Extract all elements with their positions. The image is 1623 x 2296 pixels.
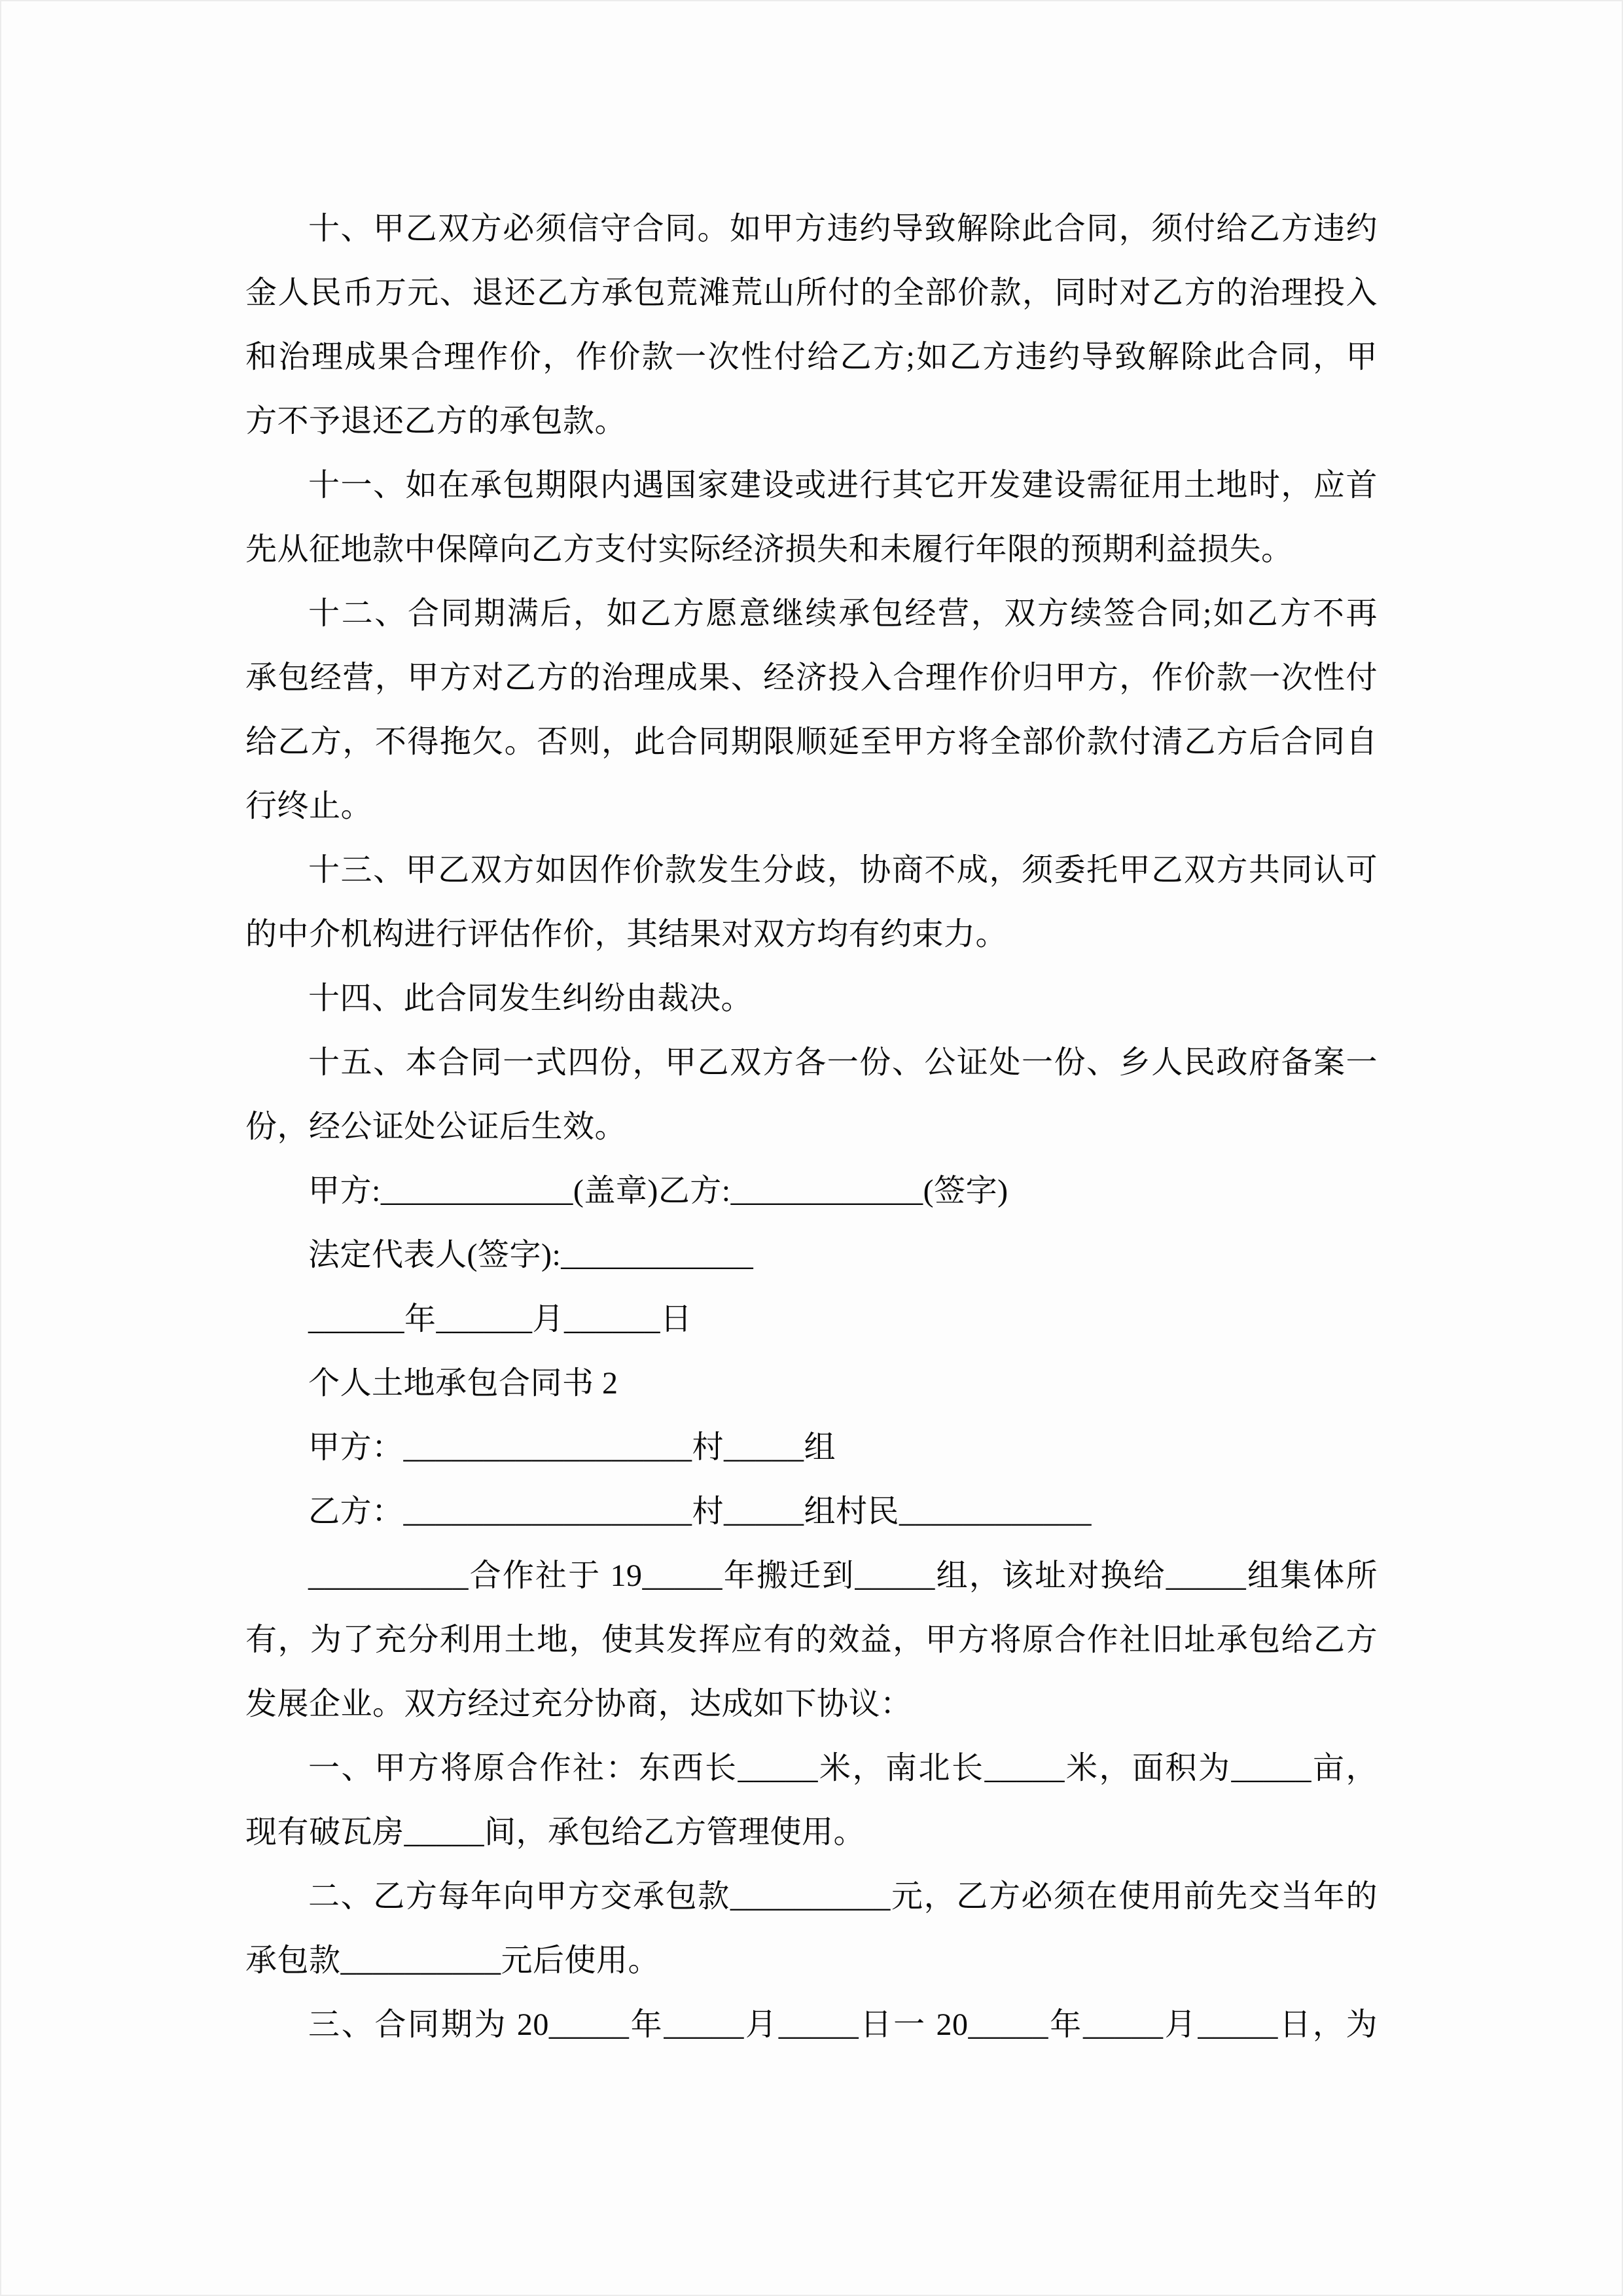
- contract-line: 和治理成果合理作价，作价款一次性付给乙方;如乙方违约导致解除此合同，甲: [245, 340, 1378, 374]
- contract-line: 有，为了充分利用土地，使其发挥应有的效益，甲方将原合作社旧址承包给乙方: [245, 1623, 1378, 1657]
- contract-line: 的中介机构进行评估作价，其结果对双方均有约束力。: [245, 917, 1008, 952]
- contract-line: 甲方：__________________村_____组: [308, 1430, 836, 1465]
- contract-line: 甲方:____________(盖章)乙方:____________(签字): [308, 1174, 1008, 1208]
- contract-line: 十四、此合同发生纠纷由裁决。: [308, 981, 753, 1016]
- contract-text-block: [245, 197, 1378, 2057]
- contract-line: 份，经公证处公证后生效。: [245, 1109, 627, 1144]
- contract-line: 发展企业。双方经过充分协商，达成如下协议：: [245, 1687, 912, 1721]
- contract-line: 承包经营，甲方对乙方的治理成果、经济投入合理作价归甲方，作价款一次性付: [245, 660, 1378, 695]
- contract-line: 十三、甲乙双方如因作价款发生分歧，协商不成，须委托甲乙双方共同认可: [308, 853, 1378, 888]
- contract-line: 承包款__________元后使用。: [245, 1943, 660, 1978]
- contract-line: 二、乙方每年向甲方交承包款__________元，乙方必须在使用前先交当年的: [308, 1879, 1378, 1914]
- contract-line: 个人土地承包合同书 2: [308, 1366, 618, 1401]
- contract-line: ______年______月______日: [308, 1302, 692, 1336]
- contract-line: 给乙方，不得拖欠。否则，此合同期限顺延至甲方将全部价款付清乙方后合同自: [245, 725, 1378, 759]
- contract-line: 十五、本合同一式四份，甲乙双方各一份、公证处一份、乡人民政府备案一: [308, 1045, 1378, 1080]
- contract-line: 先从征地款中保障向乙方支付实际经济损失和未履行年限的预期利益损失。: [245, 532, 1293, 567]
- contract-line: 一、甲方将原合作社：东西长_____米，南北长_____米，面积为_____亩，: [308, 1751, 1378, 1785]
- contract-line: 十一、如在承包期限内遇国家建设或进行其它开发建设需征用土地时，应首: [308, 468, 1378, 503]
- contract-line: 行终止。: [245, 789, 373, 823]
- contract-line: 十二、合同期满后，如乙方愿意继续承包经营，双方续签合同;如乙方不再: [308, 596, 1378, 631]
- contract-line: 现有破瓦房_____间，承包给乙方管理使用。: [245, 1815, 866, 1850]
- contract-line: 三、合同期为 20_____年_____月_____日一 20_____年_____月_____日，为: [308, 2007, 1378, 2042]
- contract-line: 法定代表人(签字):____________: [308, 1238, 754, 1272]
- contract-line: 方不予退还乙方的承包款。: [245, 404, 627, 439]
- contract-line: 十、甲乙双方必须信守合同。如甲方违约导致解除此合同，须付给乙方违约: [308, 211, 1378, 246]
- contract-line: 乙方：__________________村_____组村民____________: [308, 1494, 1092, 1529]
- contract-line: __________合作社于 19_____年搬迁到_____组，该址对换给_____组集体所: [308, 1558, 1378, 1593]
- contract-line: 金人民币万元、退还乙方承包荒滩荒山所付的全部价款，同时对乙方的治理投入: [245, 276, 1378, 310]
